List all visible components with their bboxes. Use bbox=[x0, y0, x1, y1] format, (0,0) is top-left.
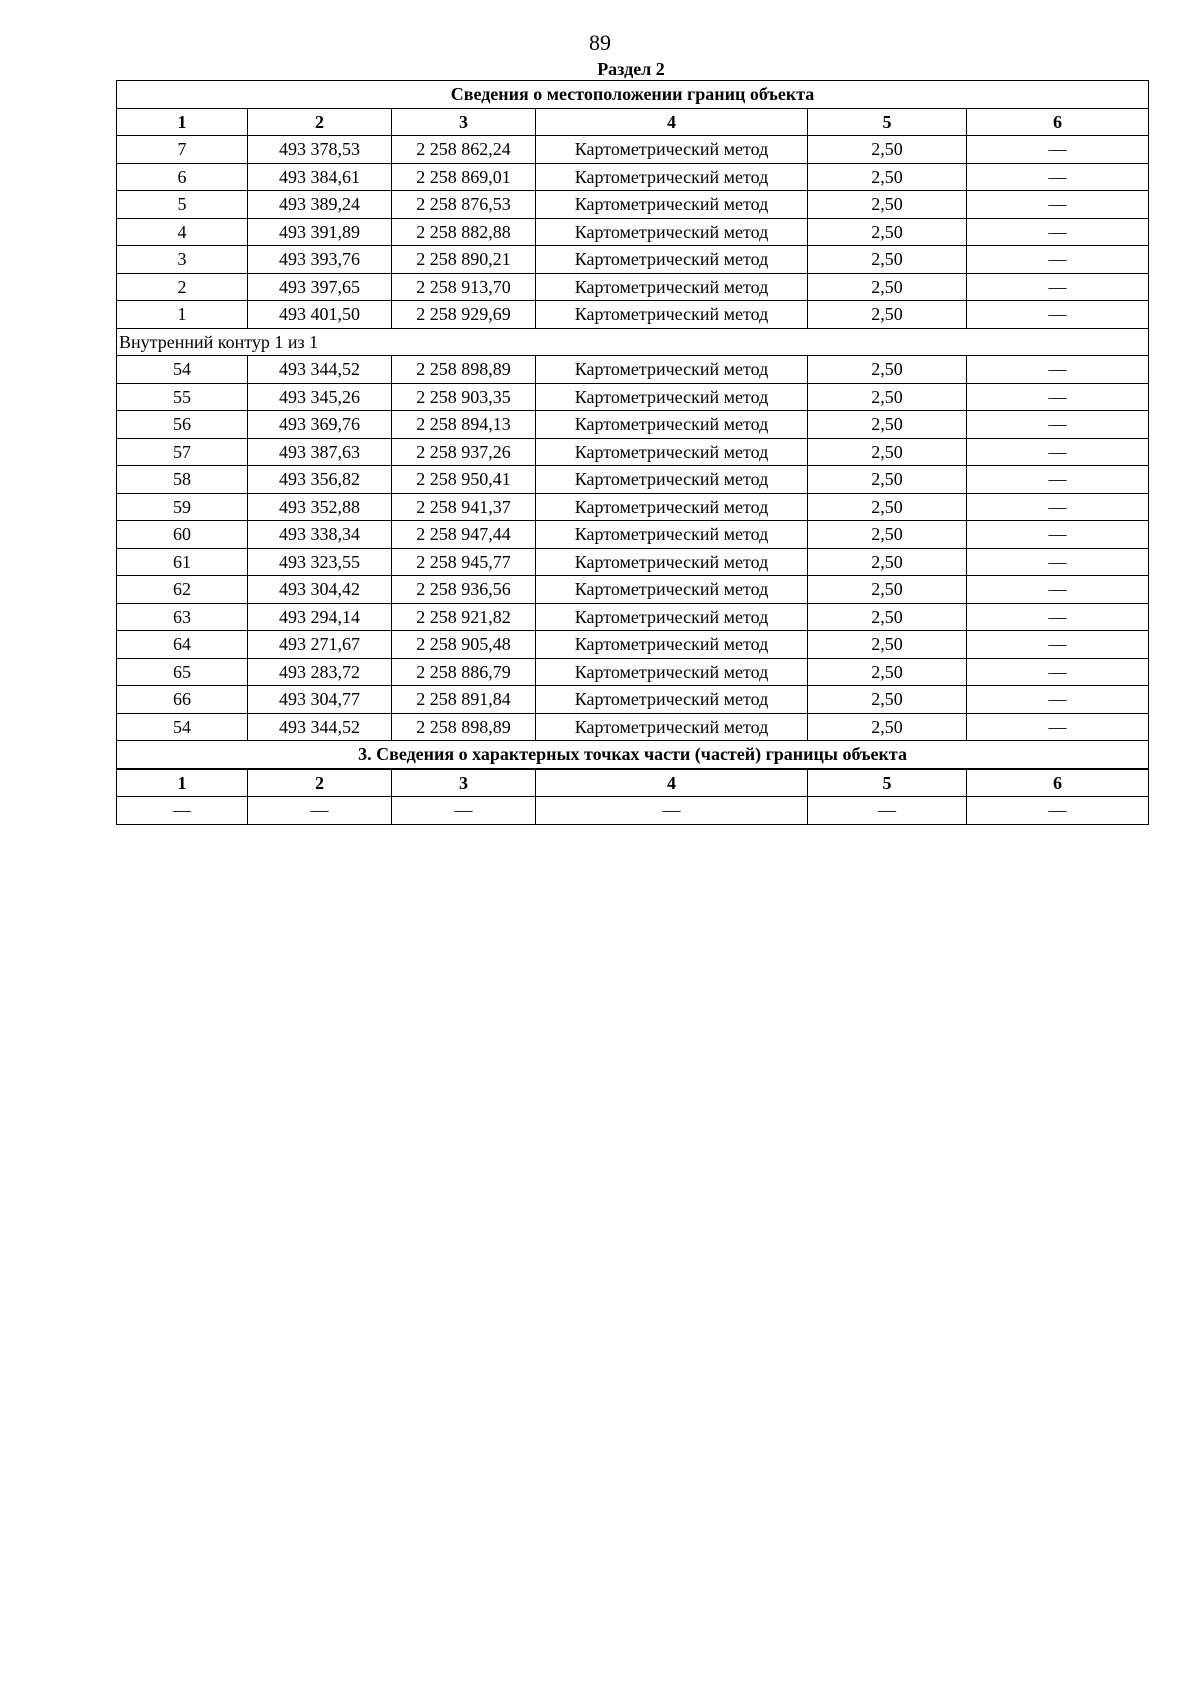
table-cell: 2,50 bbox=[808, 713, 967, 741]
table-cell: 64 bbox=[117, 631, 248, 659]
table-cell: — bbox=[967, 548, 1149, 576]
section-label: Раздел 2 bbox=[597, 59, 665, 79]
table-cell: 66 bbox=[117, 686, 248, 714]
table-cell: Картометрический метод bbox=[536, 246, 808, 274]
table-cell: 2 258 876,53 bbox=[392, 191, 536, 219]
table-body bbox=[117, 81, 1149, 825]
table-cell: 493 304,42 bbox=[248, 576, 392, 604]
table-cell: 493 344,52 bbox=[248, 713, 392, 741]
table-cell: 493 378,53 bbox=[248, 136, 392, 164]
table-row bbox=[117, 658, 1149, 686]
table-cell: 2,50 bbox=[808, 246, 967, 274]
table-row bbox=[117, 163, 1149, 191]
table-cell: 6 bbox=[117, 163, 248, 191]
table-cell: — bbox=[967, 356, 1149, 384]
table-cell: 493 352,88 bbox=[248, 493, 392, 521]
column-header: 6 bbox=[967, 108, 1149, 136]
table-cell: 57 bbox=[117, 438, 248, 466]
table-row bbox=[117, 797, 1149, 825]
table-cell: 2,50 bbox=[808, 686, 967, 714]
table-cell: — bbox=[117, 797, 248, 825]
table-cell: 2 258 890,21 bbox=[392, 246, 536, 274]
table-cell: 2 258 941,37 bbox=[392, 493, 536, 521]
table-cell: 65 bbox=[117, 658, 248, 686]
table-cell: Картометрический метод bbox=[536, 273, 808, 301]
part-column-header: 2 bbox=[248, 769, 392, 797]
table-cell: 55 bbox=[117, 383, 248, 411]
table-cell: 493 294,14 bbox=[248, 603, 392, 631]
page-number: 89 bbox=[589, 30, 611, 55]
table-cell: — bbox=[967, 411, 1149, 439]
table-cell: Картометрический метод bbox=[536, 356, 808, 384]
table-cell: — bbox=[967, 383, 1149, 411]
part-section-title: 3. Сведения о характерных точках части (частей) границы объекта bbox=[117, 741, 1149, 769]
table-cell: 1 bbox=[117, 301, 248, 329]
table-cell: Картометрический метод bbox=[536, 191, 808, 219]
column-header: 4 bbox=[536, 108, 808, 136]
table-cell: Картометрический метод bbox=[536, 466, 808, 494]
table-cell: — bbox=[967, 658, 1149, 686]
table-cell: 3 bbox=[117, 246, 248, 274]
table-row bbox=[117, 603, 1149, 631]
table-cell: — bbox=[392, 797, 536, 825]
table-cell: 2,50 bbox=[808, 411, 967, 439]
table-row bbox=[117, 273, 1149, 301]
table-cell: 2,50 bbox=[808, 603, 967, 631]
part-column-header: 6 bbox=[967, 769, 1149, 797]
table-cell: 2 258 945,77 bbox=[392, 548, 536, 576]
table-cell: 493 391,89 bbox=[248, 218, 392, 246]
table-cell: — bbox=[967, 246, 1149, 274]
table-cell: — bbox=[967, 493, 1149, 521]
table-row bbox=[117, 631, 1149, 659]
part-section-title-row bbox=[117, 741, 1149, 769]
table-cell: 2,50 bbox=[808, 631, 967, 659]
table-cell: Картометрический метод bbox=[536, 713, 808, 741]
boundary-table bbox=[116, 80, 1149, 825]
part-column-header: 4 bbox=[536, 769, 808, 797]
table-cell: Картометрический метод bbox=[536, 438, 808, 466]
table-row bbox=[117, 356, 1149, 384]
table-cell: 2,50 bbox=[808, 521, 967, 549]
table-cell: Картометрический метод bbox=[536, 686, 808, 714]
table-row bbox=[117, 493, 1149, 521]
table-cell: 2,50 bbox=[808, 658, 967, 686]
table-cell: 2 258 947,44 bbox=[392, 521, 536, 549]
table-cell: 2 258 869,01 bbox=[392, 163, 536, 191]
table-cell: 2 258 950,41 bbox=[392, 466, 536, 494]
table-cell: 54 bbox=[117, 713, 248, 741]
table-cell: 493 323,55 bbox=[248, 548, 392, 576]
table-cell: 2,50 bbox=[808, 163, 967, 191]
part-column-header: 5 bbox=[808, 769, 967, 797]
table-cell: — bbox=[536, 797, 808, 825]
table-cell: 2 258 894,13 bbox=[392, 411, 536, 439]
column-header-row bbox=[117, 108, 1149, 136]
table-cell: — bbox=[967, 521, 1149, 549]
table-cell: 2,50 bbox=[808, 301, 967, 329]
table-cell: 2,50 bbox=[808, 383, 967, 411]
part-column-header-row bbox=[117, 769, 1149, 797]
table-cell: Картометрический метод bbox=[536, 603, 808, 631]
table-row bbox=[117, 218, 1149, 246]
table-cell: Картометрический метод bbox=[536, 521, 808, 549]
table-cell: 2 258 891,84 bbox=[392, 686, 536, 714]
table-cell: Картометрический метод bbox=[536, 576, 808, 604]
column-header: 2 bbox=[248, 108, 392, 136]
table-cell: 54 bbox=[117, 356, 248, 384]
table-title-row bbox=[117, 81, 1149, 109]
table-cell: 2,50 bbox=[808, 493, 967, 521]
table-cell: 493 304,77 bbox=[248, 686, 392, 714]
table-cell: — bbox=[967, 631, 1149, 659]
table-cell: 2 258 913,70 bbox=[392, 273, 536, 301]
table-row bbox=[117, 576, 1149, 604]
table-cell: — bbox=[967, 713, 1149, 741]
table-row bbox=[117, 191, 1149, 219]
table-row bbox=[117, 466, 1149, 494]
column-header: 5 bbox=[808, 108, 967, 136]
table-cell: 493 283,72 bbox=[248, 658, 392, 686]
table-cell: 2,50 bbox=[808, 218, 967, 246]
table-cell: 7 bbox=[117, 136, 248, 164]
table-row bbox=[117, 713, 1149, 741]
table-cell: 2 258 921,82 bbox=[392, 603, 536, 631]
table-row bbox=[117, 686, 1149, 714]
table-cell: 493 344,52 bbox=[248, 356, 392, 384]
table-cell: 2 258 937,26 bbox=[392, 438, 536, 466]
table-cell: Картометрический метод bbox=[536, 136, 808, 164]
table-cell: 2,50 bbox=[808, 438, 967, 466]
table-title: Сведения о местоположении границ объекта bbox=[117, 81, 1149, 109]
table-cell: 2 258 903,35 bbox=[392, 383, 536, 411]
table-cell: 59 bbox=[117, 493, 248, 521]
table-cell: Картометрический метод bbox=[536, 218, 808, 246]
table-cell: 56 bbox=[117, 411, 248, 439]
table-cell: 493 338,34 bbox=[248, 521, 392, 549]
table-cell: — bbox=[967, 136, 1149, 164]
table-cell: Картометрический метод bbox=[536, 658, 808, 686]
table-cell: Картометрический метод bbox=[536, 163, 808, 191]
table-cell: 493 401,50 bbox=[248, 301, 392, 329]
table-cell: 493 356,82 bbox=[248, 466, 392, 494]
table-cell: — bbox=[967, 273, 1149, 301]
table-cell: Картометрический метод bbox=[536, 548, 808, 576]
table-cell: — bbox=[967, 466, 1149, 494]
table-cell: 2,50 bbox=[808, 356, 967, 384]
table-row bbox=[117, 301, 1149, 329]
table-cell: 493 397,65 bbox=[248, 273, 392, 301]
table-cell: 2 258 882,88 bbox=[392, 218, 536, 246]
table-cell: — bbox=[967, 576, 1149, 604]
table-cell: 2,50 bbox=[808, 191, 967, 219]
part-column-header: 1 bbox=[117, 769, 248, 797]
table-row bbox=[117, 548, 1149, 576]
table-cell: 63 bbox=[117, 603, 248, 631]
table-cell: Картометрический метод bbox=[536, 383, 808, 411]
table-row bbox=[117, 438, 1149, 466]
table-cell: — bbox=[967, 218, 1149, 246]
table-cell: Картометрический метод bbox=[536, 493, 808, 521]
part-column-header: 3 bbox=[392, 769, 536, 797]
table-cell: 5 bbox=[117, 191, 248, 219]
table-cell: 2 258 936,56 bbox=[392, 576, 536, 604]
inner-contour-label: Внутренний контур 1 из 1 bbox=[117, 328, 1149, 356]
table-cell: 2 258 862,24 bbox=[392, 136, 536, 164]
table-cell: 61 bbox=[117, 548, 248, 576]
column-header: 1 bbox=[117, 108, 248, 136]
table-cell: Картометрический метод bbox=[536, 631, 808, 659]
table-cell: 2 258 929,69 bbox=[392, 301, 536, 329]
table-cell: 2 258 886,79 bbox=[392, 658, 536, 686]
table-cell: — bbox=[967, 191, 1149, 219]
table-cell: 493 369,76 bbox=[248, 411, 392, 439]
table-cell: 493 384,61 bbox=[248, 163, 392, 191]
table-cell: 493 387,63 bbox=[248, 438, 392, 466]
table-cell: — bbox=[248, 797, 392, 825]
table-cell: 2,50 bbox=[808, 273, 967, 301]
table-row bbox=[117, 383, 1149, 411]
table-cell: 493 389,24 bbox=[248, 191, 392, 219]
table-row bbox=[117, 246, 1149, 274]
table-cell: 2,50 bbox=[808, 548, 967, 576]
table-cell: 2 258 898,89 bbox=[392, 713, 536, 741]
table-cell: — bbox=[967, 686, 1149, 714]
table-cell: 60 bbox=[117, 521, 248, 549]
table-cell: — bbox=[808, 797, 967, 825]
table-cell: 493 271,67 bbox=[248, 631, 392, 659]
table-row bbox=[117, 521, 1149, 549]
table-cell: 2 258 898,89 bbox=[392, 356, 536, 384]
table-cell: 2 258 905,48 bbox=[392, 631, 536, 659]
table-cell: — bbox=[967, 797, 1149, 825]
table-cell: 493 345,26 bbox=[248, 383, 392, 411]
table-cell: 58 bbox=[117, 466, 248, 494]
table-cell: — bbox=[967, 301, 1149, 329]
column-header: 3 bbox=[392, 108, 536, 136]
table-cell: 493 393,76 bbox=[248, 246, 392, 274]
table-row bbox=[117, 411, 1149, 439]
table-cell: 2,50 bbox=[808, 136, 967, 164]
table-cell: Картометрический метод bbox=[536, 301, 808, 329]
table-cell: Картометрический метод bbox=[536, 411, 808, 439]
table-cell: — bbox=[967, 603, 1149, 631]
table-cell: 2,50 bbox=[808, 576, 967, 604]
table-cell: 4 bbox=[117, 218, 248, 246]
table-cell: 2,50 bbox=[808, 466, 967, 494]
table-cell: 62 bbox=[117, 576, 248, 604]
table-cell: 2 bbox=[117, 273, 248, 301]
table-cell: — bbox=[967, 438, 1149, 466]
inner-contour-row bbox=[117, 328, 1149, 356]
table-row bbox=[117, 136, 1149, 164]
table-cell: — bbox=[967, 163, 1149, 191]
